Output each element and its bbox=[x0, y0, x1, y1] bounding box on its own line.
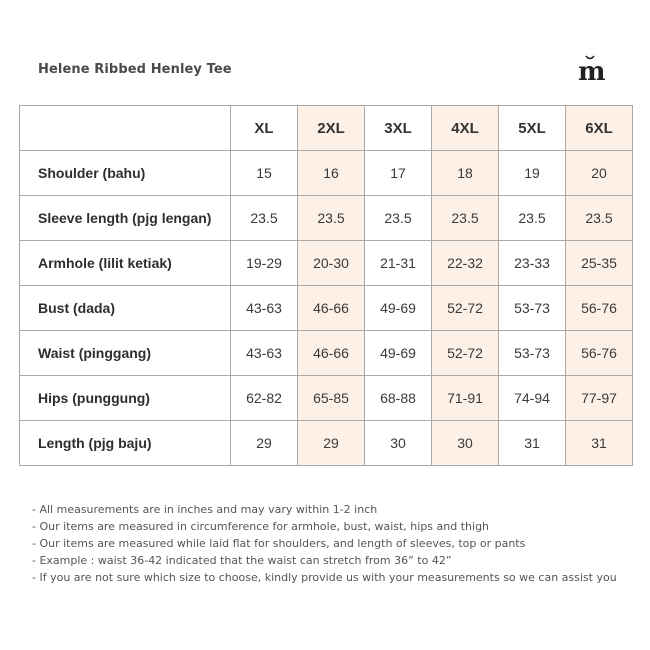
note-line: - If you are not sure which size to choose, kindly provide us with your measurements so we can assist you bbox=[32, 571, 617, 584]
row-label: Hips (punggung) bbox=[20, 376, 231, 421]
table-cell: 49-69 bbox=[365, 331, 432, 376]
row-label: Shoulder (bahu) bbox=[20, 151, 231, 196]
table-cell: 29 bbox=[231, 421, 298, 466]
table-cell: 77-97 bbox=[566, 376, 633, 421]
svg-text:m: m bbox=[578, 57, 606, 86]
row-label: Sleeve length (pjg lengan) bbox=[20, 196, 231, 241]
table-cell: 62-82 bbox=[231, 376, 298, 421]
table-cell: 49-69 bbox=[365, 286, 432, 331]
table-cell: 53-73 bbox=[499, 331, 566, 376]
table-cell: 74-94 bbox=[499, 376, 566, 421]
table-cell: 23.5 bbox=[499, 196, 566, 241]
table-cell: 23.5 bbox=[432, 196, 499, 241]
table-cell: 65-85 bbox=[298, 376, 365, 421]
table-cell: 71-91 bbox=[432, 376, 499, 421]
table-row bbox=[20, 376, 633, 421]
table-cell: 23-33 bbox=[499, 241, 566, 286]
table-cell: 23.5 bbox=[365, 196, 432, 241]
note-line: - All measurements are in inches and may vary within 1-2 inch bbox=[32, 503, 378, 516]
table-row bbox=[20, 151, 633, 196]
table-cell: 23.5 bbox=[231, 196, 298, 241]
measurement-notes bbox=[32, 501, 617, 586]
table-cell: 30 bbox=[432, 421, 499, 466]
table-cell: 21-31 bbox=[365, 241, 432, 286]
column-header: XL bbox=[231, 106, 298, 151]
table-header-row bbox=[20, 106, 633, 151]
page-title: Helene Ribbed Henley Tee bbox=[38, 62, 232, 77]
table-cell: 18 bbox=[432, 151, 499, 196]
table-cell: 31 bbox=[499, 421, 566, 466]
table-cell: 43-63 bbox=[231, 331, 298, 376]
column-header: 3XL bbox=[365, 106, 432, 151]
note-line: - Example : waist 36-42 indicated that the waist can stretch from 36” to 42” bbox=[32, 554, 452, 567]
note-line: - Our items are measured in circumference for armhole, bust, waist, hips and thigh bbox=[32, 520, 490, 533]
table-cell: 46-66 bbox=[298, 286, 365, 331]
row-label: Length (pjg baju) bbox=[20, 421, 231, 466]
row-label: Armhole (lilit ketiak) bbox=[20, 241, 231, 286]
table-row bbox=[20, 331, 633, 376]
table-cell: 53-73 bbox=[499, 286, 566, 331]
header-corner-cell bbox=[20, 106, 231, 151]
table-row bbox=[20, 241, 633, 286]
table-cell: 56-76 bbox=[566, 286, 633, 331]
column-header: 5XL bbox=[499, 106, 566, 151]
row-label: Waist (pinggang) bbox=[20, 331, 231, 376]
size-chart-table bbox=[19, 105, 633, 466]
table-cell: 52-72 bbox=[432, 286, 499, 331]
table-cell: 52-72 bbox=[432, 331, 499, 376]
table-cell: 16 bbox=[298, 151, 365, 196]
table-cell: 22-32 bbox=[432, 241, 499, 286]
table-cell: 19 bbox=[499, 151, 566, 196]
table-cell: 29 bbox=[298, 421, 365, 466]
table-cell: 25-35 bbox=[566, 241, 633, 286]
table-cell: 46-66 bbox=[298, 331, 365, 376]
table-cell: 19-29 bbox=[231, 241, 298, 286]
table-cell: 17 bbox=[365, 151, 432, 196]
note-line: - Our items are measured while laid flat for shoulders, and length of sleeves, top or pants bbox=[32, 537, 526, 550]
m-brand-logo-icon bbox=[576, 52, 612, 86]
table-cell: 56-76 bbox=[566, 331, 633, 376]
table-row bbox=[20, 196, 633, 241]
table-cell: 31 bbox=[566, 421, 633, 466]
table-cell: 30 bbox=[365, 421, 432, 466]
table-cell: 23.5 bbox=[298, 196, 365, 241]
column-header: 2XL bbox=[298, 106, 365, 151]
column-header: 4XL bbox=[432, 106, 499, 151]
column-header: 6XL bbox=[566, 106, 633, 151]
table-cell: 23.5 bbox=[566, 196, 633, 241]
row-label: Bust (dada) bbox=[20, 286, 231, 331]
table-cell: 43-63 bbox=[231, 286, 298, 331]
table-cell: 20-30 bbox=[298, 241, 365, 286]
table-row bbox=[20, 286, 633, 331]
table-cell: 68-88 bbox=[365, 376, 432, 421]
table-cell: 20 bbox=[566, 151, 633, 196]
table-cell: 15 bbox=[231, 151, 298, 196]
table-row bbox=[20, 421, 633, 466]
